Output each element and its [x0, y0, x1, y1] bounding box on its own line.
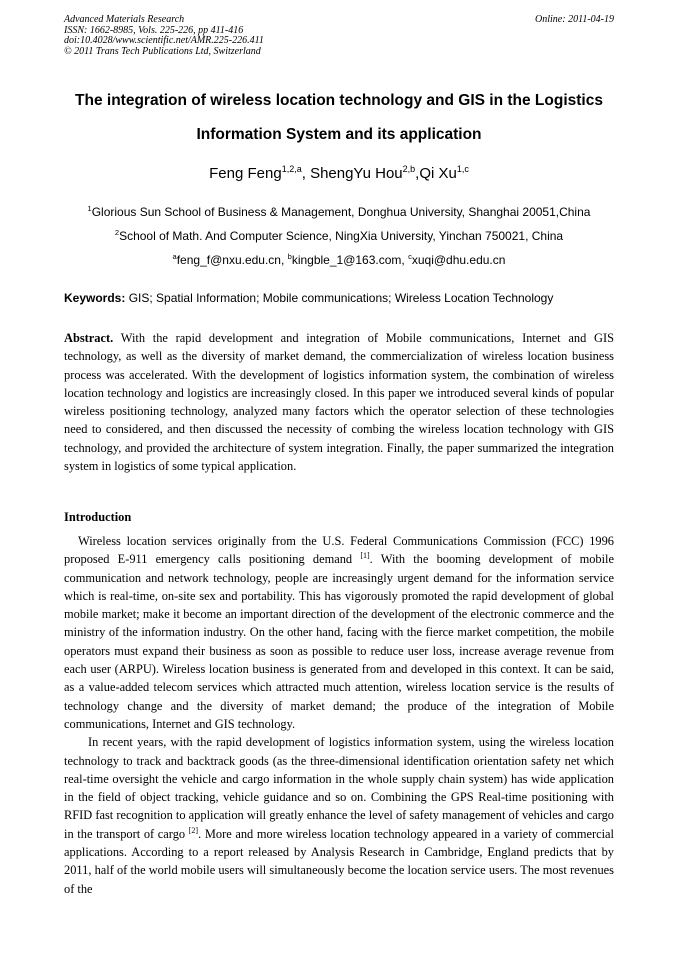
affiliation-2: [40, 228, 638, 243]
affiliation-1: [40, 204, 638, 219]
journal-copyright: © 2011 Trans Tech Publications Ltd, Switzerland: [64, 45, 261, 57]
abstract-label: Abstract.: [64, 331, 114, 345]
citation-ref[interactable]: [1]: [360, 551, 370, 561]
keywords-label: Keywords:: [64, 291, 126, 305]
email-link[interactable]: feng_f@nxu.edu.cn: [176, 253, 281, 267]
author-superscript: 1,c: [456, 164, 469, 174]
author-separator: ,: [301, 165, 311, 182]
email-marker: b: [287, 252, 292, 261]
affiliation-text: Glorious Sun School of Business & Management, Donghua University, Shanghai 20051,China: [91, 205, 591, 219]
journal-issn: ISSN: 1662-8985, Vols. 225-226, pp 411-416: [64, 24, 244, 36]
affiliation-marker: 1: [87, 204, 92, 213]
citation-ref[interactable]: [2]: [188, 825, 199, 835]
author-name: Feng Feng: [209, 165, 282, 182]
author-name: ShengYu Hou: [310, 165, 403, 182]
author-superscript: 1,2,a: [281, 164, 302, 174]
email-link[interactable]: xuqi@dhu.edu.cn: [411, 253, 506, 267]
introduction-body: [64, 532, 614, 898]
abstract: [64, 329, 614, 475]
journal-doi: doi:10.4028/www.scientific.net/AMR.225-226.411: [64, 35, 264, 47]
keywords-text: GIS; Spatial Information; Mobile communications; Wireless Location Technology: [128, 291, 554, 305]
email-marker: c: [408, 252, 412, 261]
email-marker: a: [172, 252, 177, 261]
paper-title-line-2: Information System and its application: [196, 126, 482, 143]
email-separator: ,: [280, 253, 288, 267]
paragraph-text: In recent years, with the rapid development of logistics information system, using the wireless location technology to track and backtrack goods (as the three-dimensional identification orientation safety net which real-time oversight the vehicle and cargo information in the whole supply chain system) has wide application in the field of object tracking, vehicle guidance and so on. Combining the GPS Real-time positioning with RFID fast recognition to application will greatly enhance the level of safety management of vehicles and cargo in the transport of cargo: [64, 735, 614, 841]
author-superscript: 2,b: [402, 164, 416, 174]
author-name: Qi Xu: [419, 165, 457, 182]
abstract-text: With the rapid development and integration of Mobile communications, Internet and GIS technology, as well as the diversity of market demand, the commercialization of wireless location business process was accelerated. With the development of logistics information system, the combination of wireless location technology and logistics are increasingly closed. In this paper we introduced several kinds of popular wireless positioning technology, analyzed many factors which the operator selection of these technologies need to considered, and then discussed the necessity of combing the wireless location technology with GIS technology, and provided the architecture of system integration. Finally, the paper summarized the integration system in logistics of some typical application.: [64, 331, 614, 474]
author-emails: [40, 252, 638, 267]
paragraph: [64, 733, 614, 898]
email-separator: ,: [401, 253, 409, 267]
online-date: Online: 2011-04-19: [535, 14, 614, 25]
affiliation-marker: 2: [114, 228, 120, 237]
paragraph-text: . With the booming development of mobile communication and network technology, people are increasingly urgent demand for the information service which is real-time, on-site sex and portability. This has vigorously promoted the rapid development of global mobile market; make it become an important direction of the development of the electronic commerce and the ministry of the information industry. On the other hand, facing with the fierce market competition, the mobile operators must expand their business as soon as possible to reduce user loss, increase average revenue from each user (ARPU). Wireless location business is generated from and developed in this context. It can be said, as a value-added telecom services which attracted much attention, wireless location service is the results of technology change and the diversity of market demand; the produce of the integration of Mobile communications, Internet and GIS technology.: [64, 552, 614, 731]
author-separator: ,: [415, 165, 420, 182]
paragraph-text: Wireless location services originally from the U.S. Federal Communications Commission (FCC) 1996 proposed E-911 emergency calls positioning demand: [64, 534, 614, 567]
email-link[interactable]: kingble_1@163.com: [291, 253, 402, 267]
affiliation-text: School of Math. And Computer Science, NingXia University, Yinchan 750021, China: [119, 229, 564, 243]
keywords: [64, 291, 624, 305]
paragraph: [64, 532, 614, 733]
journal-header: [64, 15, 264, 57]
author-list: [40, 164, 638, 182]
section-heading-introduction: Introduction: [64, 510, 132, 524]
paragraph-text: . More and more wireless location technology appeared in a variety of commercial applications. According to a report released by Analysis Research in Cambridge, England predicts that by 2011, half of the world mobile users will simultaneously become the location service users. The most revenues of the: [64, 826, 614, 896]
journal-name: Advanced Materials Research: [64, 14, 185, 25]
paper-title-line-1: The integration of wireless location technology and GIS in the Logistics: [75, 92, 603, 109]
